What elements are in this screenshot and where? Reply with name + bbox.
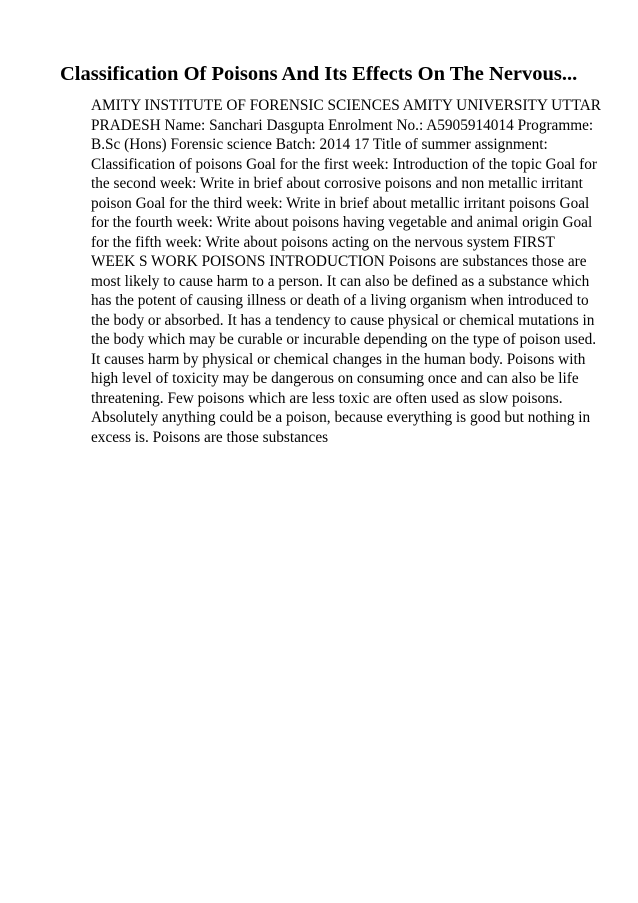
document-body xyxy=(91,96,601,447)
body-line: Absolutely anything could be a poison, because everything is good but nothing in xyxy=(91,409,591,426)
body-line: PRADESH Name: Sanchari Dasgupta Enrolment No.: A5905914014 Programme: xyxy=(91,116,594,134)
body-line: for the fifth week: Write about poisons acting on the nervous system FIRST xyxy=(91,233,555,251)
body-line: for the fourth week: Write about poisons having vegetable and animal origin Goal xyxy=(91,214,593,231)
body-line: B.Sc (Hons) Forensic science Batch: 2014 17 Title of summer assignment: xyxy=(91,136,548,153)
body-line: the body which may be curable or incurable depending on the type of poison used. xyxy=(91,331,597,348)
body-line: high level of toxicity may be dangerous on consuming once and can also be life xyxy=(91,370,579,387)
body-line: has the potent of causing illness or death of a living organism when introduced to xyxy=(91,292,589,309)
document-title: Classification Of Poisons And Its Effects On The Nervous... xyxy=(60,63,578,85)
body-line: Classification of poisons Goal for the first week: Introduction of the topic Goal for xyxy=(91,155,597,173)
body-line: AMITY INSTITUTE OF FORENSIC SCIENCES AMITY UNIVERSITY UTTAR xyxy=(91,97,601,114)
body-line: It causes harm by physical or chemical changes in the human body. Poisons with xyxy=(91,350,586,368)
body-line: WEEK S WORK POISONS INTRODUCTION Poisons are substances those are xyxy=(91,253,587,270)
body-line: poison Goal for the third week: Write in brief about metallic irritant poisons Goal xyxy=(91,194,590,212)
body-line: the second week: Write in brief about corrosive poisons and non metallic irritant xyxy=(91,175,583,192)
body-line: the body or absorbed. It has a tendency to cause physical or chemical mutations in xyxy=(91,311,595,329)
body-line: most likely to cause harm to a person. It can also be defined as a substance which xyxy=(91,272,590,290)
body-line: excess is. Poisons are those substances xyxy=(91,428,329,446)
body-line: threatening. Few poisons which are less toxic are often used as slow poisons. xyxy=(91,389,563,407)
